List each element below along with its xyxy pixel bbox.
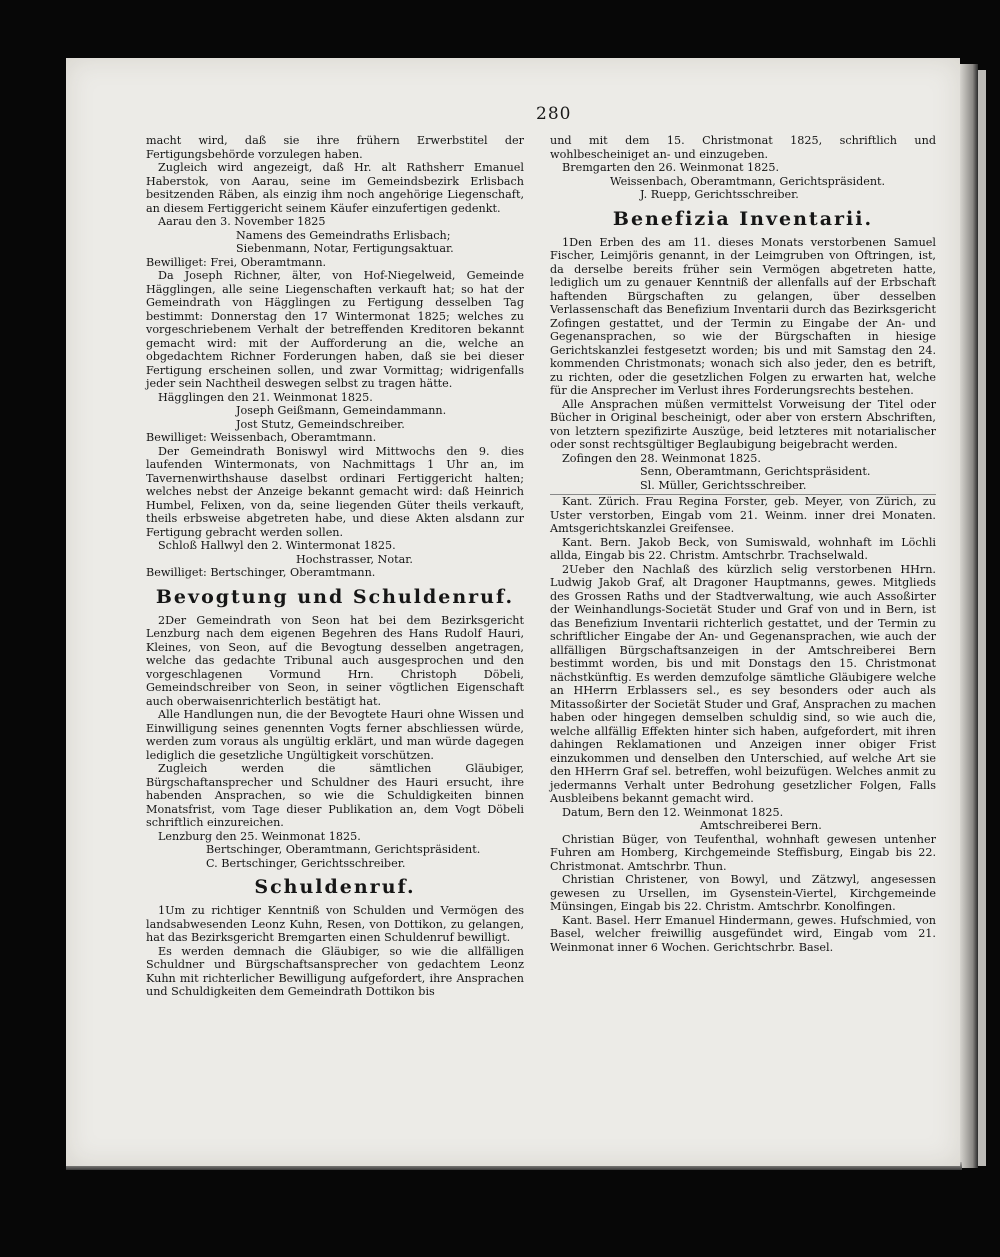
section-heading-benefizia: Benefizia Inventarii. (612, 207, 874, 230)
notice-paragraph: Hägglingen den 21. Weinmonat 1825. (158, 390, 373, 404)
notice-paragraph: J. Ruepp, Gerichtsschreiber. (640, 188, 799, 201)
right-paras-1 (550, 134, 936, 202)
notice-paragraph: macht wird, daß sie ihre frühern Erwerbstitel der Fertigungsbehörde vorzulegen haben. (146, 134, 524, 161)
notice-paragraph: Bewilliget: Bertschinger, Oberamtmann. (146, 566, 376, 579)
notice-paragraph: Datum, Bern den 12. Weinmonat 1825. (562, 805, 784, 819)
left-column (146, 134, 524, 999)
page-edge-right (960, 64, 978, 1168)
notice-paragraph: Senn, Oberamtmann, Gerichtspräsident. (640, 465, 871, 478)
notice-paragraph: 1Um zu richtiger Kenntniß von Schulden und Vermögen des landsabwesenden Leonz Kuhn, Resen, von Dottikon, zu gelangen, hat das Bezirksgericht Bremgarten einen Schuldenruf bewilligt. (146, 904, 524, 944)
section-heading-schuldenruf: Schuldenruf. (254, 876, 416, 898)
section-heading-bevogtung: Bevogtung und Schuldenruf. (155, 585, 515, 608)
notice-paragraph: Bremgarten den 26. Weinmonat 1825. (562, 161, 780, 174)
notice-paragraph: Kant. Zürich. Frau Regina Forster, geb. Meyer, von Zürich, zu Uster verstorben, Eingab vom 21. Weinm. inner drei Monaten. Amtsgerichtskanzlei Greifensee. (550, 495, 936, 535)
notice-paragraph: Bewilliget: Frei, Oberamtmann. (146, 255, 327, 269)
notice-paragraph: Amtschreiberei Bern. (700, 819, 822, 832)
notice-paragraph: Weissenbach, Oberamtmann, Gerichtspräsident. (610, 174, 886, 188)
notice-paragraph: Bertschinger, Oberamtmann, Gerichtspräsident. (206, 843, 481, 856)
notice-paragraph: Aarau den 3. November 1825 (158, 215, 326, 228)
left-paras-3 (146, 904, 524, 999)
notice-paragraph: Der Gemeindrath Boniswyl wird Mittwochs den 9. dies laufenden Wintermonats, von Nachmittags 1 Uhr an, im Tavernenwirthshause daselbst ordinari Fertiggericht halten; welches nebst der Anzeige bekannt gemacht wird: daß Heinrich Humbel, Felixen, von da, seine liegenden Güter theils verkauft, theils erbsweise abgetreten habe, und diese Akten alsdann zur Fertigung gebracht werden sollen. (146, 444, 524, 539)
notice-paragraph: Lenzburg den 25. Weinmonat 1825. (158, 829, 361, 843)
notice-paragraph: Alle Handlungen nun, die der Bevogtete Hauri ohne Wissen und Einwilligung seines genennten Vogts ferner abschliessen würde, werden zum voraus als ungültig erklärt, und man würde dagegen lediglich die gesetzliche Ungültigkeit vorschützen. (146, 708, 524, 762)
notice-paragraph: Schloß Hallwyl den 2. Wintermonat 1825. (158, 539, 396, 552)
left-paras-2 (146, 614, 524, 871)
notice-paragraph: Kant. Basel. Herr Emanuel Hindermann, gewes. Hufschmied, von Basel, welcher freiwillig ausgefündet wird, Eingab vom 21. Weinmonat inner 6 Wochen. Gerichtschrbr. Basel. (550, 913, 936, 954)
right-paras-2 (550, 236, 936, 955)
notice-paragraph: Alle Ansprachen müßen vermittelst Vorweisung der Titel oder Bücher in Original bescheinigt, oder aber von erstern Abschriften, von letztern spezifizirte Auszüge, beid letzteres mit notarialischer oder sonst rechtsgültiger Beglaubigung beigebracht werden. (550, 397, 936, 451)
notice-paragraph: Namens des Gemeindraths Erlisbach; (236, 228, 451, 242)
notice-paragraph: Zofingen den 28. Weinmonat 1825. (562, 451, 761, 465)
notice-paragraph: Jost Stutz, Gemeindschreiber. (236, 417, 405, 431)
notice-paragraph: C. Bertschinger, Gerichtsschreiber. (206, 856, 406, 870)
notice-paragraph: Sl. Müller, Gerichtsschreiber. (640, 478, 807, 492)
notice-paragraph: Siebenmann, Notar, Fertigungsaktuar. (236, 242, 454, 255)
notice-paragraph: Hochstrasser, Notar. (296, 552, 413, 566)
notice-paragraph: Da Joseph Richner, älter, von Hof-Niegelweid, Gemeinde Hägglingen, alle seine Liegenschaften verkauft hat; so hat der Gemeindrath von Hägglingen zu Fertigung desselben Tag bestimmt: Donnerstag den 17 Wintermonat 1825; welches zu vorgeschriebenem Verhalt der betreffenden Kreditoren bekannt gemacht wird: mit der Aufforderung an die, welche an obgedachtem Richner Forderungen haben, daß sie bei dieser Fertigung erscheinen sollen, und zwar Vormittag; widrigenfalls jeder sein Nachtheil deswegen selbst zu tragen hätte. (146, 269, 524, 390)
page-number: 280 (536, 104, 572, 124)
notice-paragraph: Joseph Geißmann, Gemeindammann. (236, 404, 447, 417)
notice-paragraph: Zugleich werden die sämtlichen Gläubiger, Bürgschaftansprecher und Schuldner des Hauri ersucht, ihre habenden Ansprachen, so wie die Schuldigkeiten binnen Monatsfrist, vom Tage dieser Publikation an, dem Vogt Döbeli schriftlich einzureichen. (146, 762, 524, 829)
left-paras-1 (146, 134, 524, 580)
notice-paragraph: 2Ueber den Nachlaß des kürzlich selig verstorbenen HHrn. Ludwig Jakob Graf, alt Dragoner Hauptmanns, gewes. Mitglieds des Grossen Raths und der Stadtverwaltung, wie auch Assoßirter der Weinhandlungs-Societät Studer und Graf von und in Bern, ist das Benefizium Inventarii richterlich gestattet, und der Termin zu schriftlicher Eingabe der An- und Gegenansprachen, wie auch der allfälligen Bürgschaftsanzeigen in der Amtschreiberei Bern bestimmt worden, bis und mit Donstags den 15. Christmonat nächstkünftig. Es werden demzufolge sämtliche Gläubigere welche an HHerrn Erblassers sel., es sey besonders oder auch als Mitassoßirter der Societät Studer und Graf, Ansprachen zu machen haben oder hingegen demselben schuldig sind, so wie auch die, welche allfällig Effekten hinter sich haben, aufgefordert, mit ihren dahingen Reklamationen und Anzeigen inner obiger Frist einzukommen und denselben den Unterschied, auf welche Art sie den HHerrn Graf sel. betreffen, wohl beizufügen. Welches anmit zu jedermanns Verhalt unter Bedrohung gesetzlicher Folgen, Falls Ausbleibens bekannt gemacht wird. (550, 562, 936, 805)
notice-paragraph: Bewilliget: Weissenbach, Oberamtmann. (146, 431, 377, 444)
right-column (550, 134, 936, 954)
notice-paragraph: und mit dem 15. Christmonat 1825, schriftlich und wohlbescheiniget an- und einzugeben. (550, 134, 936, 161)
notice-paragraph: Kant. Bern. Jakob Beck, von Sumiswald, wohnhaft im Löchli allda, Eingab bis 22. Christm. Amtschrbr. Trachselwald. (550, 535, 936, 562)
notice-paragraph: Christian Christener, von Bowyl, und Zätzwyl, angesessen gewesen zu Ursellen, im Gysenstein-Viertel, Kirchgemeinde Münsingen, Eingab bis 22. Christm. Amtschrbr. Konolfingen. (550, 873, 936, 913)
page-edge-right-back (978, 70, 986, 1166)
notice-paragraph: Zugleich wird angezeigt, daß Hr. alt Rathsherr Emanuel Haberstok, von Aarau, seine im Gemeindsbezirk Erlisbach besitzenden Räben, als einzig ihm noch angehörige Liegenschaft, an diesem Fertiggericht seinem Käufer einzufertigen gedenkt. (146, 161, 524, 215)
notice-paragraph: 1Den Erben des am 11. dieses Monats verstorbenen Samuel Fischer, Leimjöris genannt, in der Leimgruben von Oftringen, ist, da derselbe bereits früher sein Vermögen abgetreten hatte, lediglich um zu genauer Kenntniß der allenfalls auf der Erbschaft haftenden Bürgschaften zu gelangen, über desselben Verlassenschaft das Benefizium Inventarii durch das Bezirksgericht Zofingen gestattet, und der Termin zu Eingabe der An- und Gegenansprachen, so wie der Bürgschaften in hiesige Gerichtskanzlei festgesetzt worden; bis und mit Samstag den 24. kommenden Christmonats; wonach sich also jeder, den es betrift, zu richten, oder die gesetzlichen Folgen zu erwarten hat, welche für die Ansprecher im Verlust ihres Forderungsrechts bestehen. (550, 235, 936, 397)
notice-paragraph: 2Der Gemeindrath von Seon hat bei dem Bezirksgericht Lenzburg nach dem eigenen Begehren des Hans Rudolf Hauri, Kleines, von Seon, auf die Bevogtung desselben angetragen, welche das gedachte Tribunal auch ausgesprochen und den vorgeschlagenen Vormund Hrn. Christoph Döbeli, Gemeindschreiber von Seon, in seiner vögtlichen Eigenschaft auch oberwaisenrichterlich bestätigt hat. (146, 613, 524, 708)
notice-paragraph: Christian Büger, von Teufenthal, wohnhaft gewesen untenher Fuhren am Homberg, Kirchgemeinde Steffisburg, Eingab bis 22. Christmonat. Amtschrbr. Thun. (550, 832, 936, 873)
notice-paragraph: Es werden demnach die Gläubiger, so wie die allfälligen Schuldner und Bürgschaftsansprecher von gedachtem Leonz Kuhn mit richterlicher Bewilligung aufgefordert, ihre Ansprachen und Schuldigkeiten dem Gemeindrath Dottikon bis (146, 944, 524, 998)
